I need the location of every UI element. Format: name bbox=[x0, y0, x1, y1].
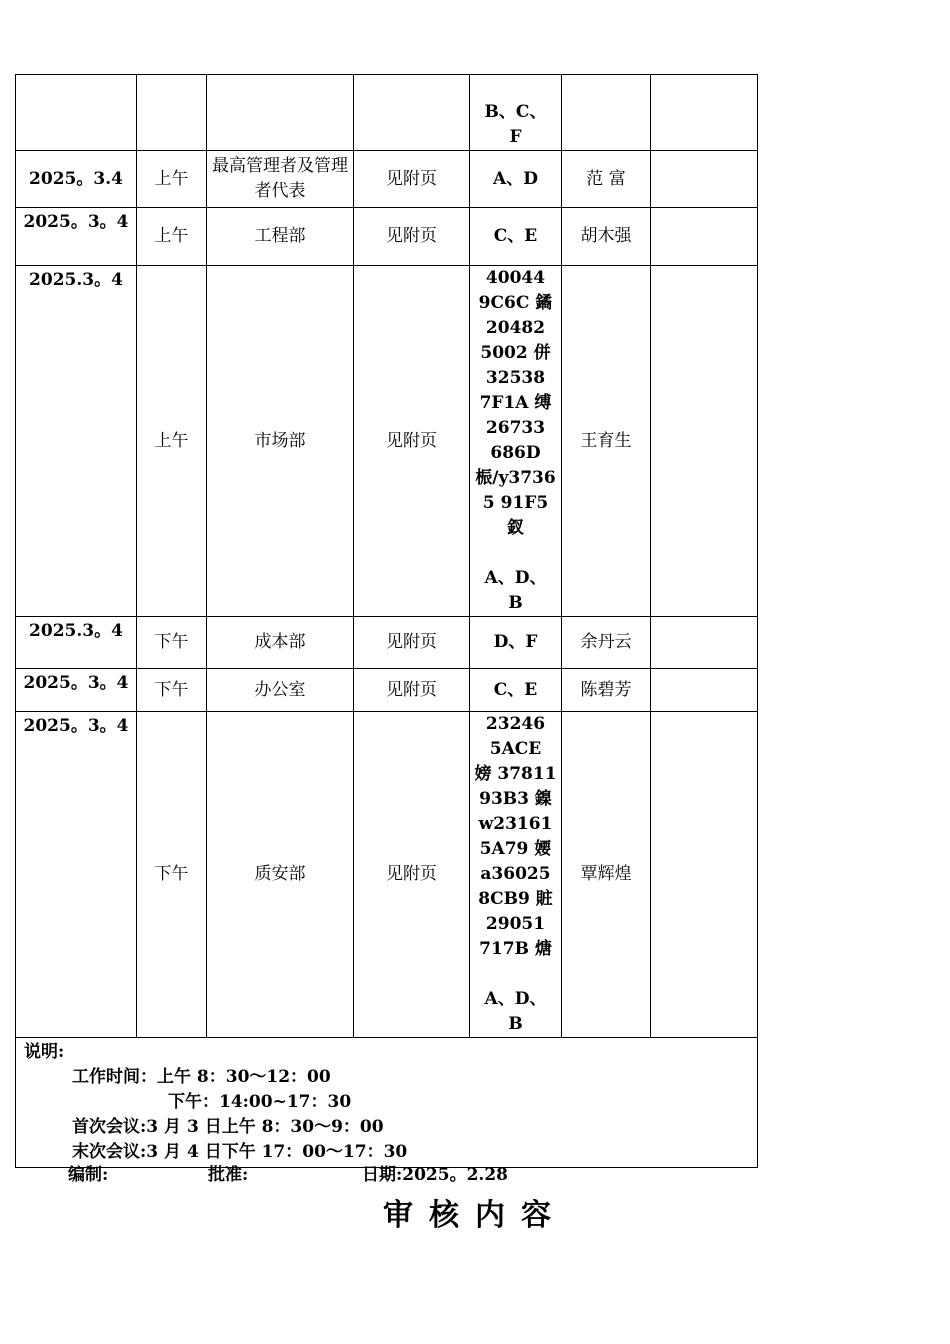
period-cell: 下午 bbox=[137, 712, 207, 1038]
clause-line: 8CB9 賍 bbox=[478, 889, 553, 909]
department-cell: 质安部 bbox=[207, 712, 354, 1038]
date-cell bbox=[16, 75, 137, 151]
content-cell bbox=[354, 75, 470, 151]
date-cell: 2025。3。4 bbox=[16, 712, 137, 1038]
approved-by-label: 批准: bbox=[208, 1165, 249, 1185]
work-time-am: 工作时间：上午 8：30～12：00 bbox=[72, 1067, 331, 1087]
clause-line: 40044 bbox=[485, 268, 546, 288]
period-cell bbox=[137, 75, 207, 151]
last-meeting: 末次会议:3 月 4 日下午 17：00～17：30 bbox=[72, 1142, 408, 1162]
table-row bbox=[16, 617, 758, 669]
clause-line: 717B 煻 bbox=[479, 939, 552, 959]
department-cell bbox=[207, 75, 354, 151]
clause-line: D、F bbox=[493, 632, 538, 652]
notes-title: 说明: bbox=[24, 1042, 65, 1062]
auditor-cell: 余丹云 bbox=[562, 617, 651, 669]
remark-cell bbox=[651, 266, 758, 617]
clause-cell bbox=[470, 208, 562, 266]
date-cell: 2025.3。4 bbox=[16, 617, 137, 669]
clause-line: 嫎 37811 bbox=[474, 764, 557, 784]
notes-cell bbox=[16, 1038, 758, 1168]
first-meeting: 首次会议:3 月 3 日上午 8：30～9：00 bbox=[72, 1117, 384, 1137]
department-cell: 办公室 bbox=[207, 669, 354, 712]
clause-line: 23246 bbox=[485, 714, 546, 734]
clause-line: 93B3 鎳 bbox=[479, 789, 552, 809]
date-cell: 2025.3。4 bbox=[16, 266, 137, 617]
date-cell: 2025。3。4 bbox=[16, 669, 137, 712]
remark-cell bbox=[651, 669, 758, 712]
clause-line: A、D、 bbox=[484, 989, 547, 1009]
clause-line: 桭/y3736 bbox=[475, 468, 556, 488]
period-cell: 下午 bbox=[137, 617, 207, 669]
remark-cell bbox=[651, 151, 758, 208]
content-cell: 见附页 bbox=[354, 151, 470, 208]
clause-line: a36025 bbox=[480, 864, 551, 884]
clause-line: B、C、 bbox=[484, 102, 547, 122]
table-row bbox=[16, 75, 758, 151]
content-cell: 见附页 bbox=[354, 617, 470, 669]
audit-schedule-table bbox=[15, 74, 758, 1168]
period-cell: 上午 bbox=[137, 208, 207, 266]
clause-cell bbox=[470, 712, 562, 1038]
clause-cell bbox=[470, 266, 562, 617]
clause-line: 7F1A 缚 bbox=[479, 393, 552, 413]
remark-cell bbox=[651, 712, 758, 1038]
department-cell: 成本部 bbox=[207, 617, 354, 669]
clause-line: A、D、 bbox=[484, 568, 547, 588]
period-cell: 上午 bbox=[137, 151, 207, 208]
clause-line: 20482 bbox=[485, 318, 546, 338]
document-date: 日期:2025。2.28 bbox=[362, 1165, 508, 1185]
clause-line: 686D bbox=[490, 443, 541, 463]
auditor-cell: 胡木强 bbox=[562, 208, 651, 266]
auditor-cell: 范 富 bbox=[562, 151, 651, 208]
clause-cell bbox=[470, 151, 562, 208]
auditor-cell: 覃辉煌 bbox=[562, 712, 651, 1038]
auditor-cell: 陈碧芳 bbox=[562, 669, 651, 712]
table-body bbox=[16, 75, 758, 1038]
table-row bbox=[16, 208, 758, 266]
auditor-cell: 王育生 bbox=[562, 266, 651, 617]
section-heading: 审核内容 bbox=[383, 1198, 567, 1233]
period-cell: 上午 bbox=[137, 266, 207, 617]
footer bbox=[0, 1160, 950, 1186]
table-row bbox=[16, 669, 758, 712]
clause-line bbox=[472, 541, 559, 566]
clause-line: B bbox=[508, 1014, 523, 1034]
clause-line: F bbox=[509, 127, 522, 147]
content-cell: 见附页 bbox=[354, 712, 470, 1038]
remark-cell bbox=[651, 617, 758, 669]
table-row bbox=[16, 712, 758, 1038]
clause-line: 5002 併 bbox=[480, 343, 551, 363]
clause-cell bbox=[470, 617, 562, 669]
date-cell: 2025。3。4 bbox=[16, 208, 137, 266]
content-cell: 见附页 bbox=[354, 208, 470, 266]
notes-row bbox=[16, 1038, 758, 1168]
clause-line: C、E bbox=[493, 679, 538, 700]
clause-cell bbox=[470, 669, 562, 712]
clause-line: 29051 bbox=[485, 914, 546, 934]
clause-line bbox=[472, 962, 559, 987]
clause-line: 9C6C 鐍 bbox=[478, 293, 553, 313]
clause-line: 5 91F5 bbox=[482, 493, 549, 513]
period-cell: 下午 bbox=[137, 669, 207, 712]
remark-cell bbox=[651, 75, 758, 151]
clause-cell bbox=[470, 75, 562, 151]
auditor-cell bbox=[562, 75, 651, 151]
date-cell: 2025。3.4 bbox=[16, 151, 137, 208]
clause-line: B bbox=[508, 593, 523, 613]
content-cell: 见附页 bbox=[354, 266, 470, 617]
department-cell: 市场部 bbox=[207, 266, 354, 617]
department-cell: 工程部 bbox=[207, 208, 354, 266]
clause-line: A、D bbox=[493, 168, 538, 189]
work-time-pm: 下午：14:00~17：30 bbox=[168, 1092, 352, 1112]
remark-cell bbox=[651, 208, 758, 266]
prepared-by-label: 编制: bbox=[68, 1165, 109, 1185]
clause-line: 5A79 婹 bbox=[479, 839, 552, 859]
table-row bbox=[16, 266, 758, 617]
department-cell: 最高管理者及管理者代表 bbox=[207, 151, 354, 208]
table-row bbox=[16, 151, 758, 208]
clause-line: 32538 bbox=[485, 368, 546, 388]
content-cell: 见附页 bbox=[354, 669, 470, 712]
clause-line: 5ACE bbox=[489, 739, 542, 759]
clause-line: C、E bbox=[493, 226, 538, 246]
clause-line: 26733 bbox=[485, 418, 546, 438]
clause-line: 釵 bbox=[507, 518, 524, 538]
clause-line: w23161 bbox=[478, 814, 553, 834]
